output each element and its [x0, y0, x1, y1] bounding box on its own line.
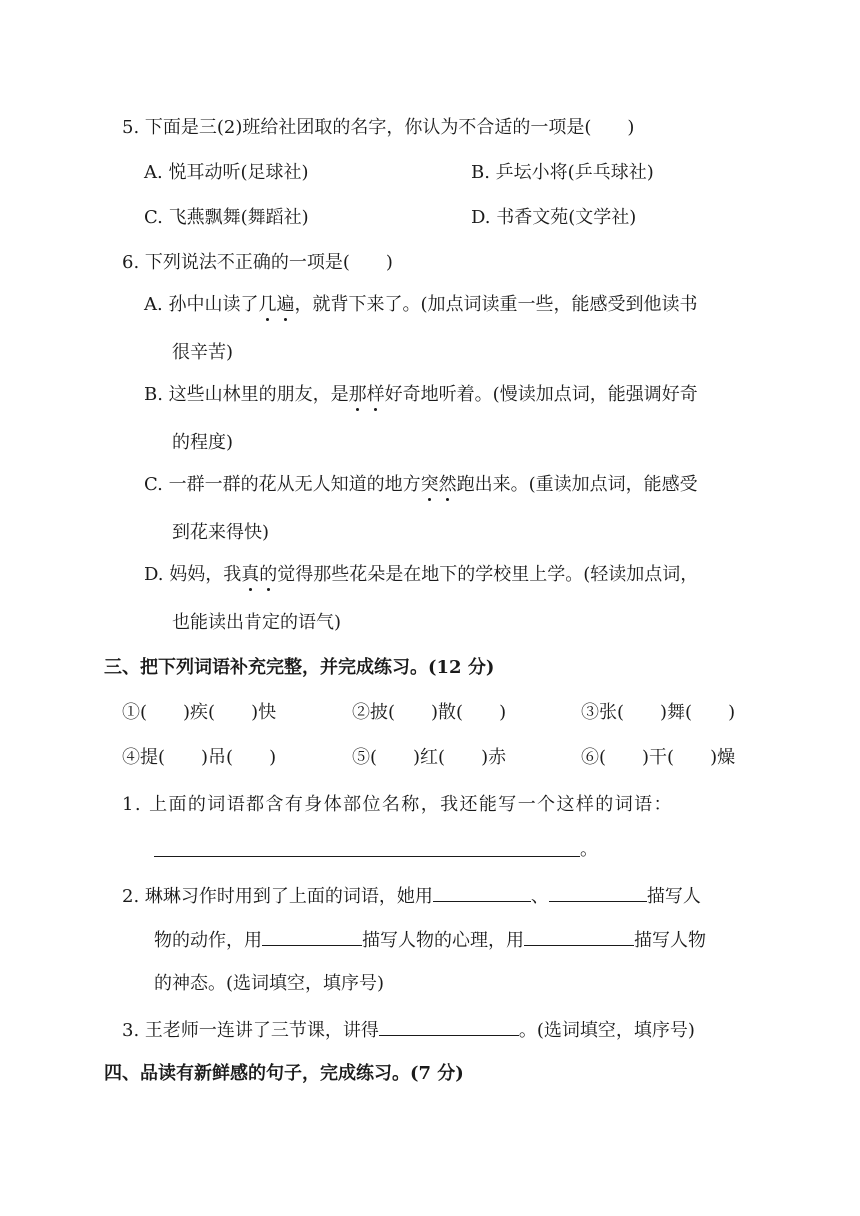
- q6-c-post: 跑出来。(重读加点词，能感受: [456, 474, 698, 495]
- section-4-title: 四、品读有新鲜感的句子，完成练习。(7 分): [104, 1063, 464, 1084]
- s3-q2-text-f: 描写人物: [634, 930, 706, 951]
- q6-b-post: 好奇地听着。(慢读加点词，能强调好奇: [384, 384, 698, 405]
- s3-q1-answer-blank[interactable]: [154, 836, 580, 857]
- q6-c-pre: C. 一群一群的花从无人知道的地方: [144, 474, 421, 495]
- q6-d-post: 觉得那些花朵是在地下的学校里上学。(轻读加点词，: [277, 564, 699, 585]
- s3-q2-blank-3[interactable]: [262, 927, 362, 946]
- emphasis-dot-char: 真: [241, 564, 260, 585]
- s3-q2-text-c: 描写人: [646, 886, 701, 907]
- q6-b-dotted-word: [349, 384, 385, 405]
- emphasis-dot-char: 样: [366, 384, 385, 405]
- emphasis-dot-char: 突: [420, 474, 439, 495]
- q5-option-a[interactable]: A. 悦耳动听(足球社): [144, 162, 309, 183]
- q6-option-a[interactable]: [144, 293, 697, 317]
- word-fill-6[interactable]: ⑥( )干( )燥: [581, 747, 736, 768]
- q6-option-d[interactable]: [144, 563, 698, 587]
- s3-q3-blank[interactable]: [379, 1017, 519, 1036]
- s3-question-1: 1. 上面的词语都含有身体部位名称，我还能写一个这样的词语：: [122, 794, 673, 815]
- s3-q2-blank-4[interactable]: [524, 927, 634, 946]
- word-fill-2[interactable]: ②披( )散( ): [352, 702, 507, 723]
- s3-q1-period: 。: [580, 839, 598, 860]
- q5-option-b[interactable]: B. 乒坛小将(乒乓球社): [471, 162, 654, 183]
- q6-a-post: ，就背下来了。(加点词读重一些，能感受到他读书: [294, 294, 698, 315]
- q6-b-pre: B. 这些山林里的朋友，是: [144, 384, 349, 405]
- s3-q2-text-b: 、: [530, 886, 549, 907]
- emphasis-dot-char: 几: [258, 294, 277, 315]
- emphasis-dot-char: 遍: [276, 294, 295, 315]
- q6-option-b[interactable]: [144, 383, 698, 407]
- q6-a-dotted-word: [258, 294, 294, 315]
- q5-option-d[interactable]: D. 书香文苑(文学社): [471, 207, 637, 228]
- s3-q2-line-2: [154, 927, 706, 953]
- s3-q2-text-a: 2. 琳琳习作时用到了上面的词语，她用: [122, 886, 433, 907]
- s3-q2-text-d: 物的动作，用: [154, 930, 262, 951]
- q6-b-continuation: 的程度): [172, 432, 234, 453]
- question-5: 5. 下面是三(2)班给社团取的名字，你认为不合适的一项是( ): [122, 117, 635, 138]
- s3-q3-text-b: 。(选词填空，填序号): [518, 1020, 695, 1041]
- q6-d-pre: D. 妈妈，我: [144, 564, 242, 585]
- word-fill-1[interactable]: ①( )疾( )快: [122, 702, 277, 723]
- emphasis-dot-char: 那: [348, 384, 367, 405]
- emphasis-dot-char: 然: [438, 474, 457, 495]
- s3-q2-blank-2[interactable]: [549, 883, 647, 902]
- word-fill-3[interactable]: ③张( )舞( ): [581, 702, 736, 723]
- s3-q3-text-a: 3. 王老师一连讲了三节课，讲得: [122, 1020, 379, 1041]
- q6-d-continuation: 也能读出肯定的语气): [172, 612, 342, 633]
- q6-c-dotted-word: [421, 474, 457, 495]
- emphasis-dot-char: 的: [259, 564, 278, 585]
- q6-a-continuation: 很辛苦): [172, 342, 234, 363]
- q6-c-continuation: 到花来得快): [172, 522, 270, 543]
- q6-option-c[interactable]: [144, 473, 698, 497]
- word-fill-4[interactable]: ④提( )吊( ): [122, 747, 277, 768]
- q5-option-c[interactable]: C. 飞燕飘舞(舞蹈社): [144, 207, 309, 228]
- q6-d-dotted-word: [241, 564, 277, 585]
- section-3-title: 三、把下列词语补充完整，并完成练习。(12 分): [104, 657, 495, 678]
- s3-question-3: [122, 1017, 695, 1043]
- s3-q2-blank-1[interactable]: [433, 883, 531, 902]
- question-6: 6. 下列说法不正确的一项是( ): [122, 252, 393, 273]
- s3-q2-line-3: 的神态。(选词填空，填序号): [154, 973, 385, 994]
- s3-q2-text-e: 描写人物的心理，用: [362, 930, 524, 951]
- word-fill-5[interactable]: ⑤( )红( )赤: [352, 747, 507, 768]
- q6-a-pre: A. 孙中山读了: [144, 294, 259, 315]
- s3-question-2: [122, 883, 701, 909]
